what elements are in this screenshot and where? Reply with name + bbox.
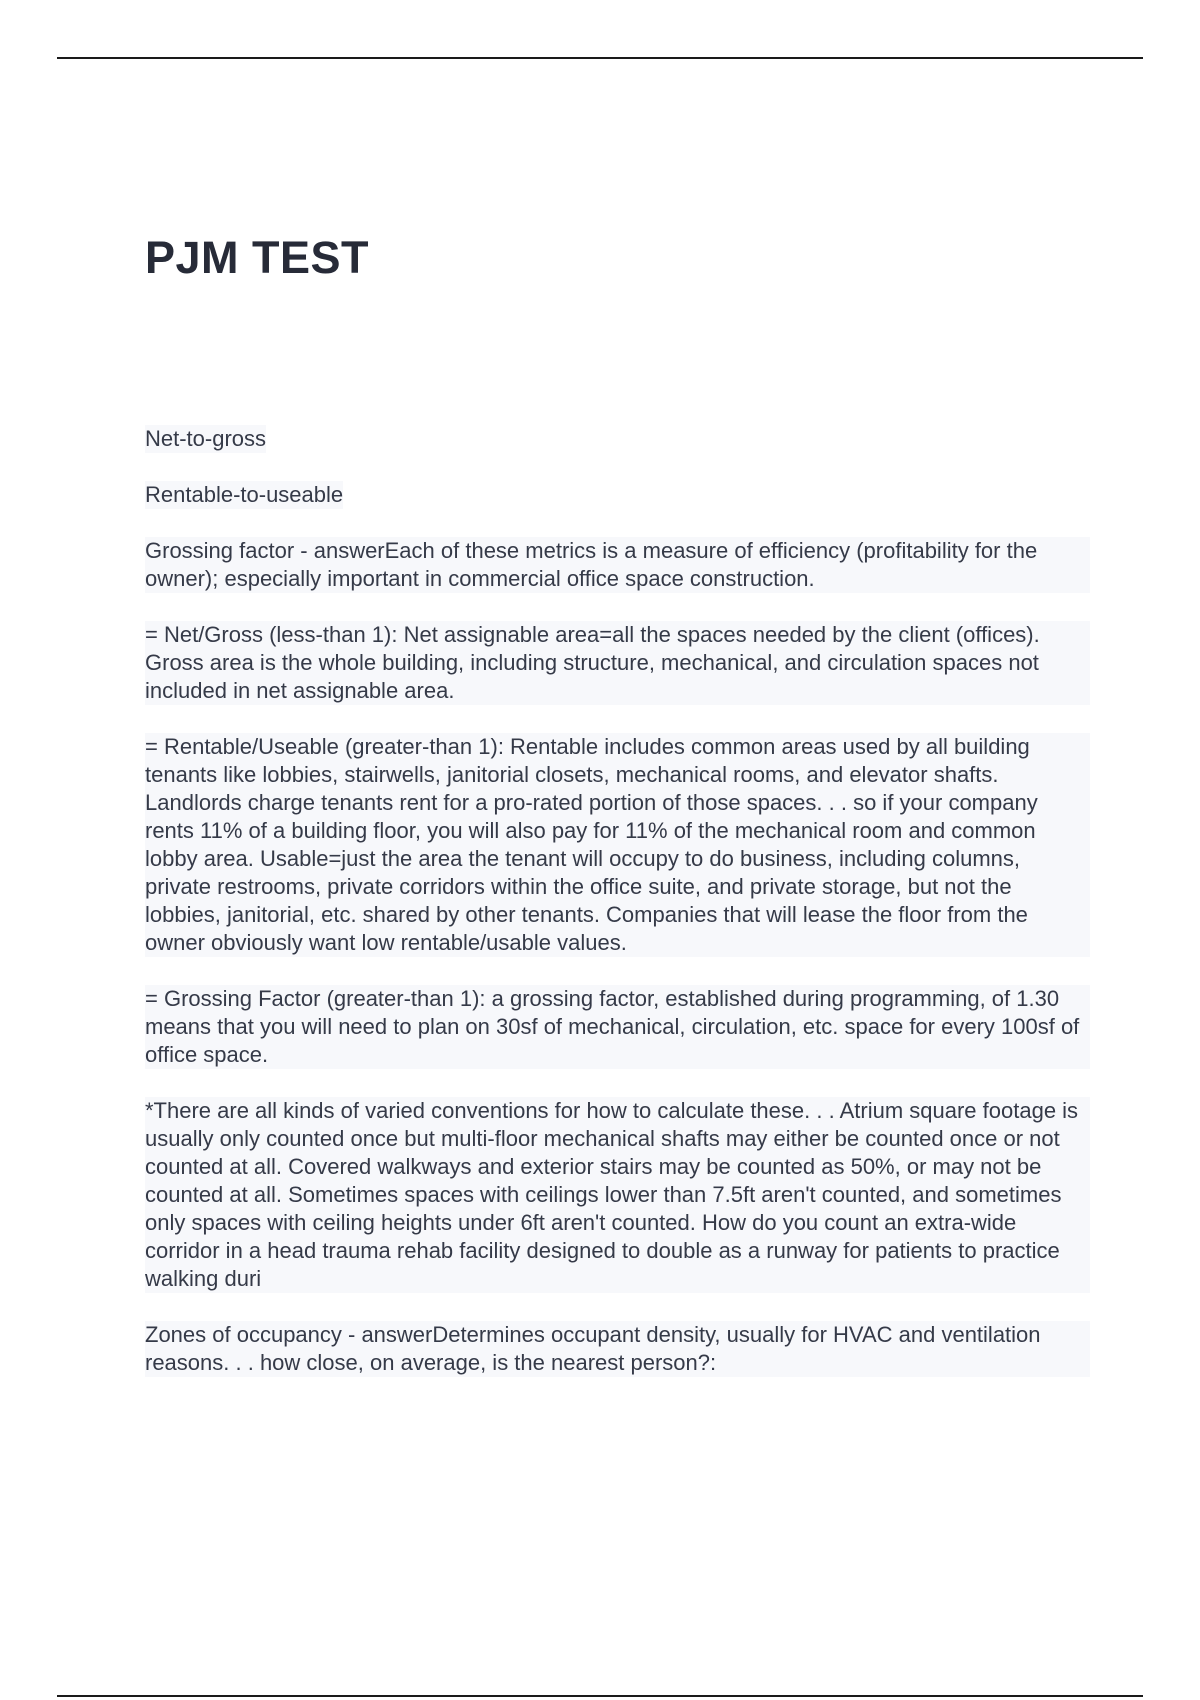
page-title: PJM TEST <box>145 232 370 283</box>
paragraph-grossing-factor-answer: Grossing factor - answerEach of these metrics is a measure of efficiency (profitability for the owner); especially important in commercial office space construction. <box>145 537 1090 593</box>
paragraph-net-to-gross: Net-to-gross <box>145 426 267 451</box>
paragraph-grossing-factor: = Grossing Factor (greater-than 1): a grossing factor, established during programming, of 1.30 means that you will need to plan on 30sf of mechanical, circulation, etc. space for every 100sf of office space. <box>145 985 1090 1069</box>
bottom-divider <box>57 1695 1143 1697</box>
paragraph-conventions-note: *There are all kinds of varied conventions for how to calculate these. . . Atrium square footage is usually only counted once but multi-floor mechanical shafts may either be counted once or not counted at all. Covered walkways and exterior stairs may be counted as 50%, or may not be counted at all. Sometimes spaces with ceilings lower than 7.5ft aren't counted, and sometimes only spaces with ceiling heights under 6ft aren't counted. How do you count an extra-wide corridor in a head trauma rehab facility designed to double as a runway for patients to practice walking duri <box>145 1097 1090 1293</box>
document-body <box>145 425 1090 1405</box>
top-divider <box>57 57 1143 59</box>
paragraph-zones-of-occupancy: Zones of occupancy - answerDetermines occupant density, usually for HVAC and ventilation reasons. . . how close, on average, is the nearest person?: <box>145 1321 1090 1377</box>
paragraph-rentable-useable: = Rentable/Useable (greater-than 1): Rentable includes common areas used by all building tenants like lobbies, stairwells, janitorial closets, mechanical rooms, and elevator shafts. Landlords charge tenants rent for a pro-rated portion of those spaces. . . so if your company rents 11% of a building floor, you will also pay for 11% of the mechanical room and common lobby area. Usable=just the area the tenant will occupy to do business, including columns, private restrooms, private corridors within the office suite, and private storage, but not the lobbies, janitorial, etc. shared by other tenants. Companies that will lease the floor from the owner obviously want low rentable/usable values. <box>145 733 1090 957</box>
paragraph-net-gross: = Net/Gross (less-than 1): Net assignable area=all the spaces needed by the client (offices). Gross area is the whole building, including structure, mechanical, and circulation spaces not included in net assignable area. <box>145 621 1090 705</box>
paragraph-rentable-to-useable: Rentable-to-useable <box>145 482 344 507</box>
